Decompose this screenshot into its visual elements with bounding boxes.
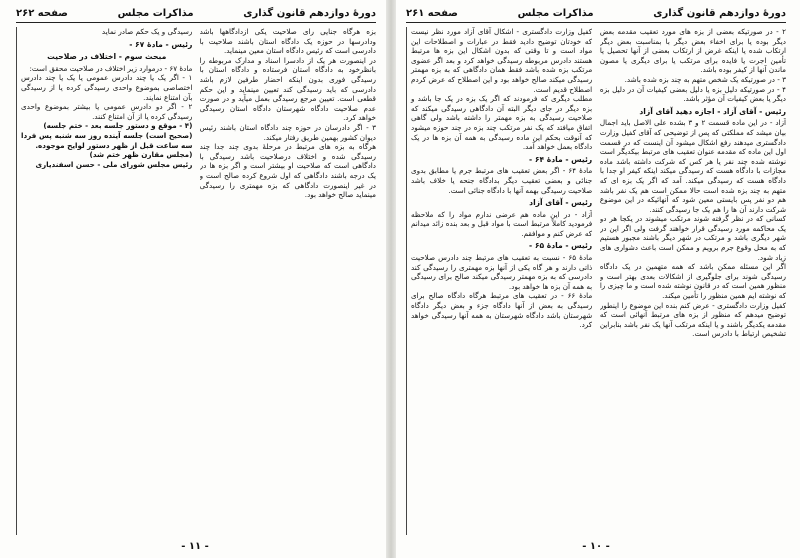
speaker-line: رئیس - مادهٔ ۶۷ - xyxy=(129,39,193,49)
left-page-left-column xyxy=(16,27,192,535)
paragraph: مادهٔ ۶۷ - درموارد زیر اختلاف در صلاحیت محقق است: xyxy=(29,63,193,73)
paragraph: ۴ - در صورتیکه دلیل بزه یا دلیل بعضی کیفیات آن در دلیل بزه دیگر یا بعض کیفیات آن مؤثر باشد. xyxy=(599,84,786,104)
right-page xyxy=(396,0,796,558)
left-header-page-label: صفحه ۲۶۲ xyxy=(16,7,68,19)
left-page-folio xyxy=(4,541,386,552)
left-header-title: دورهٔ دوازدهم قانون گذاری xyxy=(243,7,376,19)
left-header-rule xyxy=(16,22,376,23)
folio-number: - ۱۱ - xyxy=(181,541,209,552)
paragraph: ۳ - در صورتیکه یک شخص متهم به چند بزه شده باشد. xyxy=(624,74,786,84)
paragraph: آزاد - در این ماده هم عرضی ندارم مواد را که ملاحظه فرمودید کاملاً مرتبط است با مواد قبل و بعد بنده زائد میدانم که عرض کنم و موافقم. xyxy=(411,209,593,238)
paragraph: ۲ - اگر دو دادرس عمومی یا بیشتر بموضوع واحدی رسیدگی کرده یا از آن امتناع کنند. xyxy=(21,102,193,121)
paragraph: کفیل وزارت دادگستری - عرض کنم بنده این موضوع را اینطور توضیح میدهم که منظور از بزه های مرتبط آنهائی است که مقدمه یکدیگر باشند و یا اینکه مرتکب آنها یک نفر باشد بنابراین تشخیص ارتباط با دادرس است. xyxy=(599,300,786,339)
folio-number: - ۱۰ - xyxy=(582,541,610,552)
paragraph: اگر این مسئله ممکن باشد که همه متهمین در یک دادگاه رسیدگی شوند برای جلوگیری از اشکالات بعدی بهتر است و منظور همین است که در قانون نوشته شده است و ما چیزی را که نوشته ایم همین منظور را تأمین میکند. xyxy=(599,262,786,301)
paragraph: مادهٔ ۶۴ - اگر بعض تعقیب های مرتبط جرم یا مطابق بدوی جنائی و بعضی تعقیب دیگر بدادگاه جنحه یا خلاف باشد صلاحیت رسیدگی بهمه آنها با دادگاه جنائی است. xyxy=(411,166,593,195)
paragraph: ۲ - در صورتیکه بعضی از بزه های مورد تعقیب مقدمه بعض دیگر بوده یا برای اخفاء بعض دیگر با بمناسبت بعض دیگر ارتکاب شده یا اینکه غرض از ارتکاب بعضی از آنها تحصیل یا تأمین اجرت یا فایده برای مرتکب یا برای دیگری یا مصون ماندن آنها از کیفر بوده باشد. xyxy=(599,27,786,75)
paragraph: کسانی که در نظر گرفته شوند مرتکب میشوند در یکجا هر دو یک محاکمه مورد رسیدگی قرار خواهند گرفت ولی اگر این در شهر دیگری باشد و مرتکب در شهر دیگر باشند مجبور هستیم که به محل وقوع جرم برویم و ممکن است باعث دشواری های زیاد شود. xyxy=(599,214,786,262)
paragraph: بزه هرگاه جنایی رای صلاحیت یکی ازدادگاهها باشد ودادرسها در حوزه یک دادگاه استان باشند صلاحیت با دادرسی است که رئیس دادگاه استان معین مینماید. xyxy=(199,27,376,56)
right-header-section: مذاکرات مجلس xyxy=(517,7,594,19)
book-gutter xyxy=(386,0,396,558)
signature-line: رئیس مجلس شورای ملی - حسن اسفندیاری xyxy=(35,159,193,169)
right-page-header xyxy=(406,6,786,20)
right-page-right-column xyxy=(600,27,786,535)
paragraph: کفیل وزارت دادگستری - اشکال آقای آزاد مورد نظر نیست که خودتان توضیح دادید فقط در عبارات و اصطلاحات این مواد است و تا وقتی که بدون اشکال این بزه ها مرتبط هستند دادرس مربوطه رسیدگی خواهد کرد و بعد اگر عضوی مرتکب بزه شده باشد فقط همان دادگاهی که به بزه مهمتر رسیدگی میکند صالح خواهد بود و این اصطلاح که عرض کردم اصطلاح قدیم است. xyxy=(411,27,593,94)
session-end-note: (مجلس مقارن ظهر ختم شد) xyxy=(89,150,193,160)
right-page-folio xyxy=(396,541,796,552)
paragraph: در اینصورت هر یک از دادسرا اسناد و مدارک مربوطه را بانظرخود به دادگاه استان فرستاده و دادگاه استان با رسیدگی فوری بدون اینکه احضار طرفین لازم باشد دادرسی که باید رسیدگی کند تعیین مینماید و این حکم قطعی است. تعیین مرجع رسیدگی بعمل میآید و در صورت عدم صلاحیت دادگاه شهرستان دادگاه استان رسیدگی خواهد کرد. xyxy=(199,55,376,123)
paragraph: مادهٔ ۶۵ - نسبت به تعقیب های مرتبط چند دادرس صلاحیت ذاتی دارند و هر گاه یکی از آنها بزه مهمتری را رسیدگی کند دادرسی که به بزه مهمتر رسیدگی میکند صالح برای رسیدگی به همه آن بزه ها خواهد بود. xyxy=(411,253,593,291)
right-page-columns xyxy=(406,27,786,535)
paragraph: آزاد - در این ماده قسمت ۲ و ۳ بشده علی الاصل باید اجمال بیان میشد که مملکتی که پس از توضیحی که آقای کفیل وزارت دادگستری میدهند رفع اشکال میشود آن اینست که در قسمت اول این ماده که مقدمه عنوان تعقیب های مرتبط بیکدیگر است نوشته شده چند نفر یا هر کس که شرکت داشته باشد ماده مجازات با دادگاه هست که رسیدگی میکند اینکه کیفر او جدا با دادگاه هست که رسیدگی میکند. آمد که اگر یک بزه ای که متهم به چند بزه شده است حالا ممکن است هم یک نفر باشد هم دو نفر پس بایستی معین شود که آنهائیکه در این موضوع شرکت دارند آن ها را هم یک جا رسیدگی کنند. xyxy=(599,118,786,214)
right-header-page-label: صفحه ۲۶۱ xyxy=(406,7,458,19)
paragraph: (صحیح است) جلسه آینده روز سه شنبه پس فردا سه ساعت قبل از ظهر دستور لوایح موجوده. xyxy=(21,130,193,150)
section-heading: مبحث سوم - اختلاف در صلاحیت xyxy=(47,52,167,62)
left-page-header xyxy=(16,6,376,20)
paragraph: رسیدگی و یک حکم صادر نماید xyxy=(101,27,193,36)
agenda-heading: (۴ - موقع و دستور جلسه بعد - ختم جلسه) xyxy=(43,121,193,131)
paragraph: هرگاه به بزه های مرتبط در مرحلهٔ بدوی چند جدا چند رسیدگی شده و اختلاف درصلاحیت باشد رسیدگی با دادگاهی است که صلاحیت او بیشتر است و اگر بزه ها در یک درجه باشند دادگاهی که اول شروع کرده صالح است و در غیر اینصورت دادگاهی که بزه مهمتری را رسیدگی مینماید صالح خواهد بود. xyxy=(199,142,376,200)
paragraph: ۱ - اگر یک یا چند دادرس عمومی یا یک یا چند دادرس اختصاصی بموضوع واحدی رسیدگی کرده یا از رسیدگی بآن امتناع نمایند. xyxy=(21,73,193,102)
left-page-columns xyxy=(16,27,376,535)
paragraph: مطلب دیگری که فرمودند که اگر یک بزه در یک جا باشد و بزه دیگر در جای دیگر البته آن دادگاهی رسیدگی میکند که صلاحیت رسیدگی به بزه مهمتر را داشته باشد ولی گاهی اتفاق میافتد که یک نفر مرتکب چند بزه در چند حوزه میشود که آنوقت بحکم این ماده رسیدگی به همه آن بزه ها در یک دادگاه بعمل خواهد آمد. xyxy=(411,94,593,152)
speaker-line: رئیس - آقای آزاد - اجازه دهید آقای آزاد xyxy=(639,106,786,116)
left-page xyxy=(4,0,386,558)
paragraph: مادهٔ ۶۶ - در تعقیب های مرتبط هرگاه دادگاه صالح برای رسیدگی به بعض از آنها دادگاه جزء و بعض دیگر دادگاه شهرستان باشد دادگاه شهرستان به همه آنها رسیدگی خواهد کرد. xyxy=(411,291,593,330)
right-header-rule xyxy=(406,22,786,23)
speaker-line: رئیس - مادهٔ ۶۴ - xyxy=(529,154,593,164)
right-page-left-column xyxy=(406,27,592,535)
speaker-line: رئیس - مادهٔ ۶۵ - xyxy=(529,241,593,251)
right-header-title: دورهٔ دوازدهم قانون گذاری xyxy=(653,7,786,19)
speaker-line: رئیس - آقای آزاد xyxy=(529,198,593,208)
left-page-right-column xyxy=(200,27,376,535)
left-header-section: مذاکرات مجلس xyxy=(117,7,194,19)
paragraph: ۳ - اگر دادرسان در حوزه چند دادگاه استان باشند رئیس دیوان کشور بهمین طریق رفتار میکند. xyxy=(199,122,376,142)
